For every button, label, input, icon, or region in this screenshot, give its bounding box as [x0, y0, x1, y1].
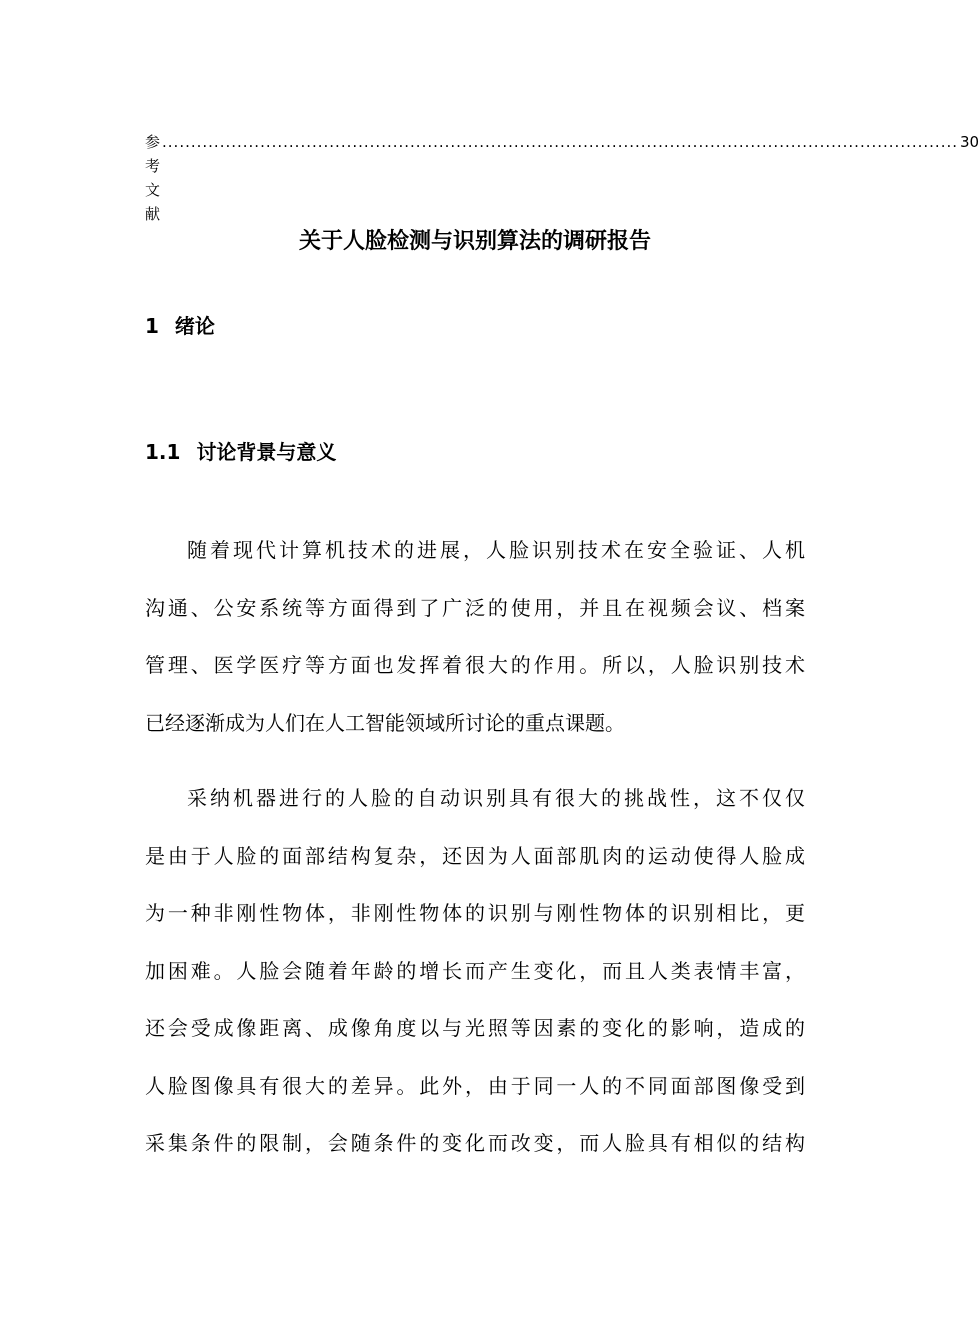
paragraph-line: 管理、医学医疗等方面也发挥着很大的作用。所以，人脸识别技术 [145, 653, 805, 677]
paragraph-line: 加困难。人脸会随着年龄的增长而产生变化，而且人类表情丰富， [145, 958, 805, 983]
paragraph-line: 沟通、公安系统等方面得到了广泛的使用，并且在视频会议、档案 [145, 595, 805, 620]
toc-entry-references[interactable] [145, 130, 979, 226]
paragraph-line: 人脸图像具有很大的差异。此外，由于同一人的不同面部图像受到 [145, 1073, 805, 1098]
section-number: 1 [145, 314, 159, 338]
paragraph-challenges [145, 770, 805, 1173]
section-heading-1-1 [145, 436, 336, 468]
toc-page-number: 30 [960, 133, 979, 151]
paragraph-line: 采集条件的限制，会随条件的变化而改变，而人脸具有相似的结构 [145, 1131, 805, 1155]
paragraph-line: 还会受成像距离、成像角度以与光照等因素的变化的影响，造成的 [145, 1016, 805, 1040]
paragraph-line: 随着现代计算机技术的进展，人脸识别技术在安全验证、人机 [187, 538, 805, 562]
paragraph-line: 是由于人脸的面部结构复杂，还因为人面部肌肉的运动使得人脸成 [145, 843, 805, 868]
subsection-number: 1.1 [145, 440, 181, 464]
section-heading-1 [145, 310, 215, 342]
document-title: 关于人脸检测与识别算法的调研报告 [298, 229, 651, 254]
toc-entry-label: 参考文献 [145, 133, 161, 223]
subsection-title: 讨论背景与意义 [196, 440, 337, 464]
paragraph-line: 已经逐渐成为人们在人工智能领域所讨论的重点课题。 [145, 710, 625, 735]
paragraph-line: 采纳机器进行的人脸的自动识别具有很大的挑战性，这不仅仅 [187, 786, 805, 810]
toc-leader-dots: .......................................................................................................................................... [162, 133, 959, 151]
paragraph-background [145, 522, 805, 752]
section-title: 绪论 [174, 314, 215, 338]
paragraph-line: 为一种非刚性物体，非刚性物体的识别与刚性物体的识别相比，更 [145, 901, 805, 925]
